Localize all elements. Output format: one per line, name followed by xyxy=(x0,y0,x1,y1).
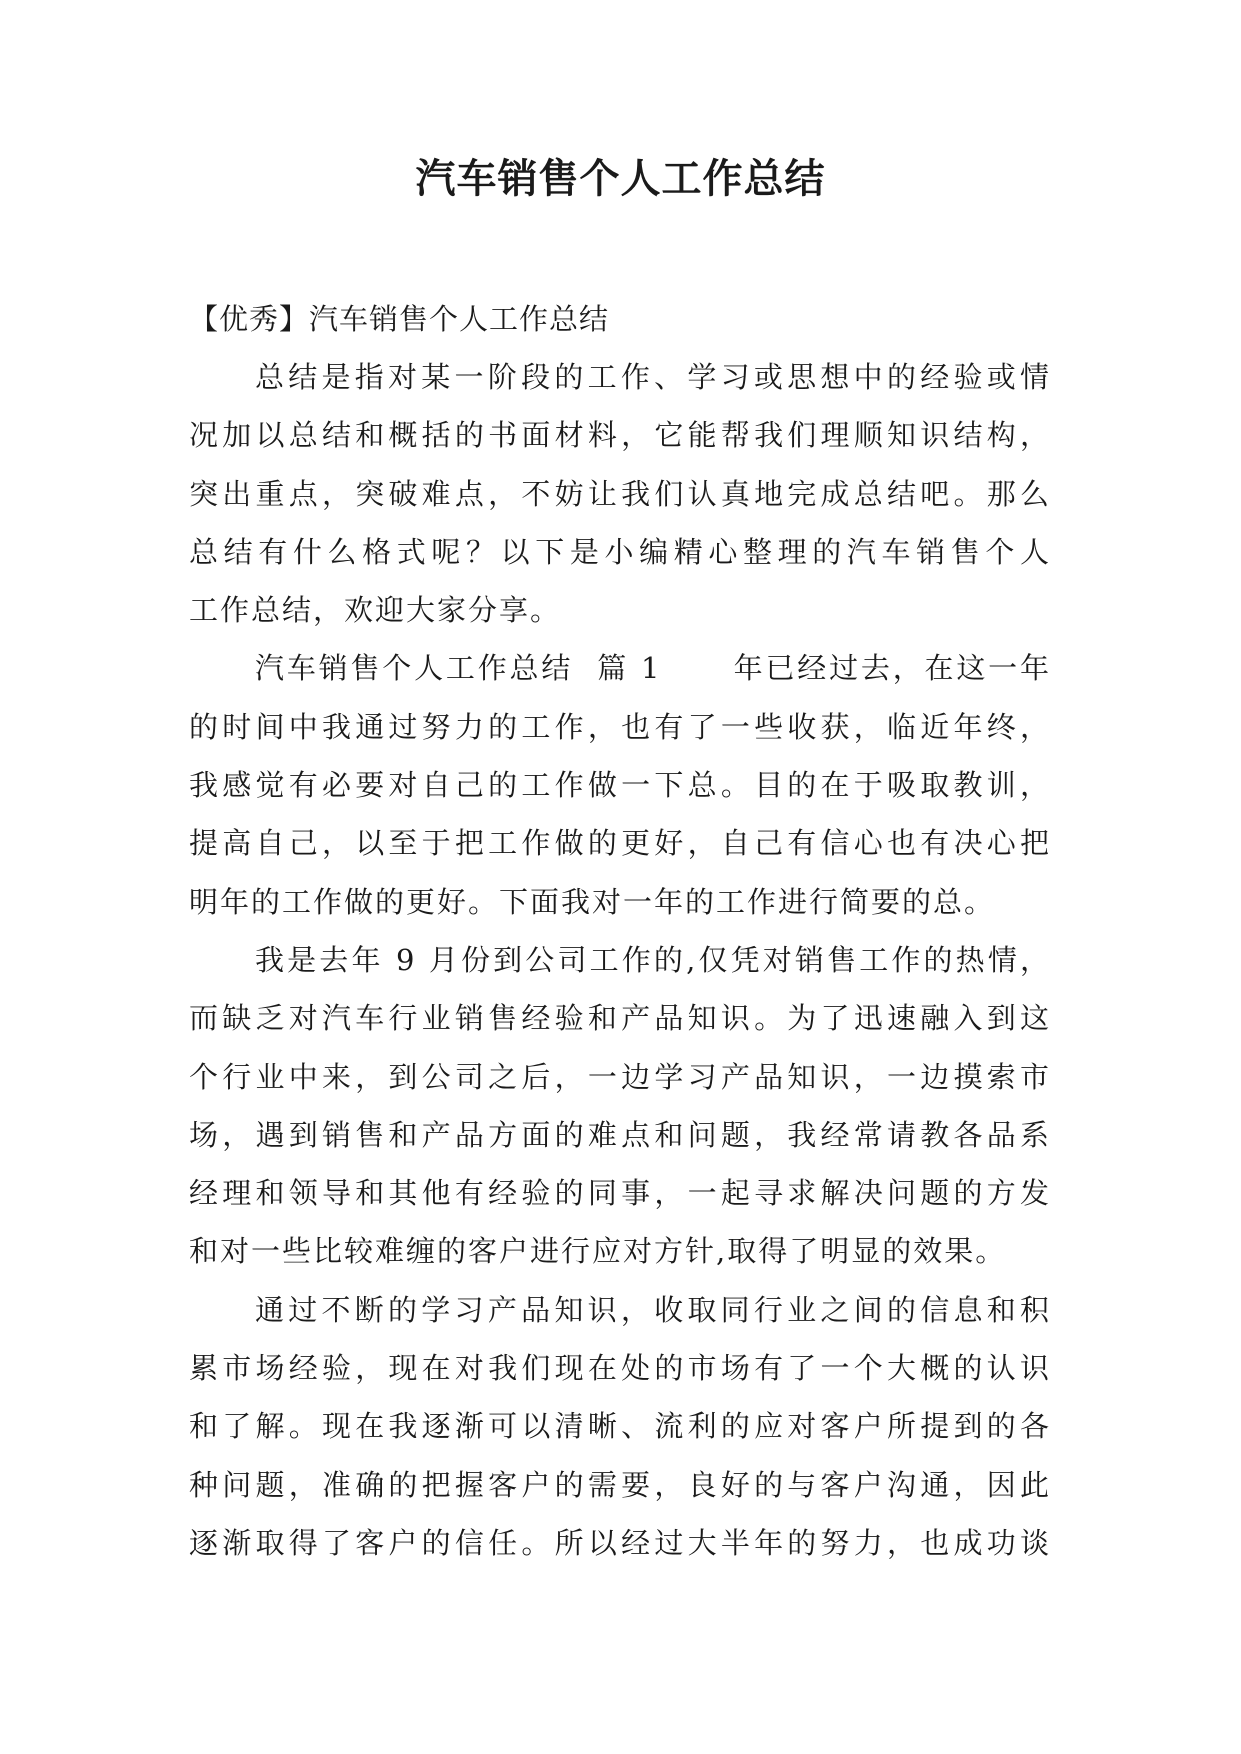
document-subtitle: 【优秀】汽车销售个人工作总结 xyxy=(189,302,610,336)
document-title: 汽车销售个人工作总结 xyxy=(415,155,826,202)
paragraph-intro xyxy=(189,348,1051,639)
text-line: 和对一些比较难缠的客户进行应对方针,取得了明显的效果。 xyxy=(189,1234,1007,1269)
paragraph-section-1 xyxy=(189,639,1051,930)
text-line: 逐渐取得了客户的信任。所以经过大半年的努力，也成功谈 xyxy=(189,1525,1051,1560)
text-line: 累市场经验，现在对我们现在处的市场有了一个大概的认识 xyxy=(189,1351,1051,1386)
text-line: 种问题，准确的把握客户的需要，良好的与客户沟通，因此 xyxy=(189,1467,1051,1502)
text-line: 和了解。现在我逐渐可以清晰、流利的应对客户所提到的各 xyxy=(189,1409,1051,1444)
text-line: 提高自己，以至于把工作做的更好，自己有信心也有决心把 xyxy=(189,826,1051,861)
text-line: 我感觉有必要对自己的工作做一下总。目的在于吸取教训， xyxy=(189,768,1051,803)
text-line: 经理和领导和其他有经验的同事，一起寻求解决问题的方发 xyxy=(189,1176,1051,1211)
text-line: 突出重点，突破难点，不妨让我们认真地完成总结吧。那么 xyxy=(189,476,1051,511)
text-line: 工作总结，欢迎大家分享。 xyxy=(189,593,562,628)
text-line: 明年的工作做的更好。下面我对一年的工作进行简要的总。 xyxy=(189,884,996,919)
document-body xyxy=(189,290,1051,1572)
paragraph-experience xyxy=(189,931,1051,1281)
text-line: 场，遇到销售和产品方面的难点和问题，我经常请教各品系 xyxy=(189,1117,1051,1152)
text-line: 总结是指对某一阶段的工作、学习或思想中的经验或情 xyxy=(255,360,1051,394)
text-line: 况加以总结和概括的书面材料，它能帮我们理顺知识结构， xyxy=(189,418,1051,453)
paragraph-learning xyxy=(189,1281,1051,1572)
text-line: 汽车销售个人工作总结 篇 1 年已经过去，在这一年 xyxy=(255,651,1051,686)
text-line: 个行业中来，到公司之后，一边学习产品知识，一边摸索市 xyxy=(189,1059,1051,1094)
text-line: 总结有什么格式呢？以下是小编精心整理的汽车销售个人 xyxy=(189,534,1051,569)
text-line: 我是去年 9 月份到公司工作的,仅凭对销售工作的热情， xyxy=(255,942,1051,977)
text-line: 通过不断的学习产品知识，收取同行业之间的信息和积 xyxy=(255,1292,1051,1327)
text-line: 而缺乏对汽车行业销售经验和产品知识。为了迅速融入到这 xyxy=(189,1001,1051,1036)
text-line: 的时间中我通过努力的工作，也有了一些收获，临近年终， xyxy=(189,709,1051,744)
